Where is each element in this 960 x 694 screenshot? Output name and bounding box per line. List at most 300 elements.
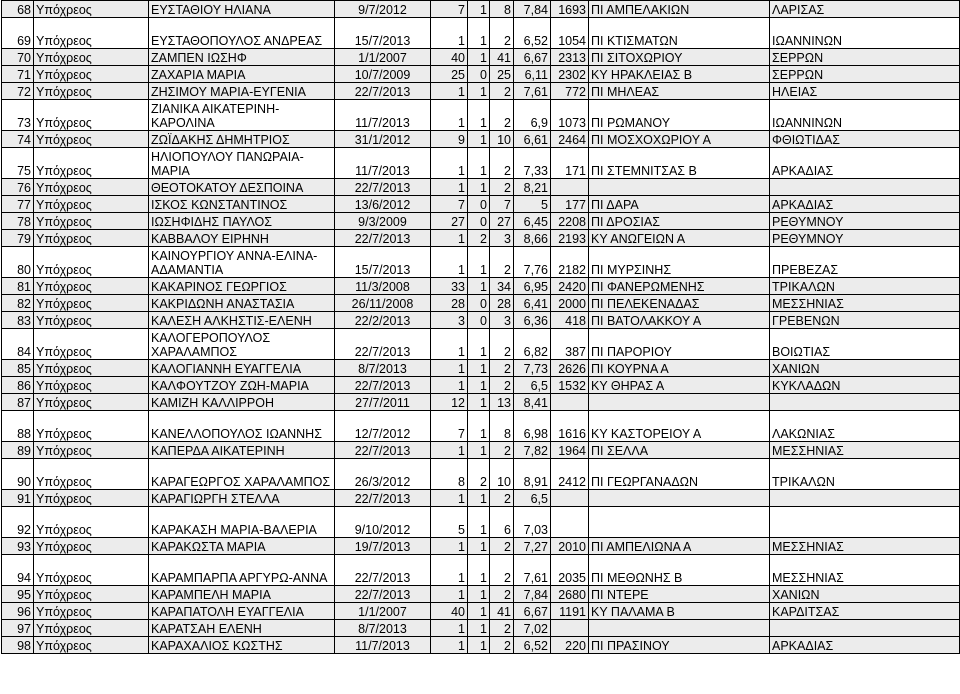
name-cell: ΚΑΚΡΙΔΩΝΗ ΑΝΑΣΤΑΣΙΑ (149, 295, 335, 312)
value-c-cell: 2 (490, 18, 514, 49)
value-a-cell: 7 (431, 1, 468, 18)
rank-cell: Υπόχρεος (34, 507, 149, 538)
rank-cell: Υπόχρεος (34, 196, 149, 213)
code-cell: 1191 (551, 603, 589, 620)
prefecture-cell: ΙΩΑΝΝΙΝΩΝ (770, 100, 960, 131)
value-b-cell: 1 (468, 637, 490, 654)
prefecture-cell: ΦΘΙΩΤΙΔΑΣ (770, 131, 960, 148)
score-cell: 6,95 (514, 278, 551, 295)
date-cell: 22/7/2013 (335, 377, 431, 394)
value-b-cell: 1 (468, 394, 490, 411)
row-number-cell: 81 (2, 278, 34, 295)
school-cell: ΠΙ ΑΜΠΕΛΑΚΙΩΝ (589, 1, 770, 18)
name-cell: ΚΑΛΦΟΥΤΖΟΥ ΖΩΗ-ΜΑΡΙΑ (149, 377, 335, 394)
code-cell: 387 (551, 329, 589, 360)
score-cell: 6,82 (514, 329, 551, 360)
school-cell: ΠΙ ΠΡΑΣΙΝΟΥ (589, 637, 770, 654)
rank-cell: Υπόχρεος (34, 490, 149, 507)
value-b-cell: 1 (468, 490, 490, 507)
row-number-cell: 77 (2, 196, 34, 213)
value-a-cell: 1 (431, 442, 468, 459)
date-cell: 11/7/2013 (335, 637, 431, 654)
value-c-cell: 2 (490, 377, 514, 394)
name-cell: ΚΑΡΑΓΙΩΡΓΗ ΣΤΕΛΛΑ (149, 490, 335, 507)
school-cell: ΠΙ ΜΗΛΕΑΣ (589, 83, 770, 100)
value-c-cell: 10 (490, 459, 514, 490)
date-cell: 10/7/2009 (335, 66, 431, 83)
value-a-cell: 1 (431, 100, 468, 131)
row-number-cell: 79 (2, 230, 34, 247)
row-number-cell: 85 (2, 360, 34, 377)
score-cell: 7,76 (514, 247, 551, 278)
code-cell: 2000 (551, 295, 589, 312)
date-cell: 22/7/2013 (335, 83, 431, 100)
school-cell: ΠΙ ΦΑΝΕΡΩΜΕΝΗΣ (589, 278, 770, 295)
date-cell: 8/7/2013 (335, 360, 431, 377)
rank-cell: Υπόχρεος (34, 49, 149, 66)
date-cell: 1/1/2007 (335, 49, 431, 66)
school-cell: ΠΙ ΚΤΙΣΜΑΤΩΝ (589, 18, 770, 49)
code-cell (551, 394, 589, 411)
score-cell: 7,03 (514, 507, 551, 538)
value-c-cell: 2 (490, 360, 514, 377)
table-row (2, 18, 960, 49)
prefecture-cell: ΛΑΡΙΣΑΣ (770, 1, 960, 18)
date-cell: 19/7/2013 (335, 538, 431, 555)
rank-cell: Υπόχρεος (34, 148, 149, 179)
score-cell: 7,84 (514, 586, 551, 603)
school-cell: ΠΙ ΝΤΕΡΕ (589, 586, 770, 603)
prefecture-cell: ΒΟΙΩΤΙΑΣ (770, 329, 960, 360)
prefecture-cell: ΗΛΕΙΑΣ (770, 83, 960, 100)
value-a-cell: 1 (431, 148, 468, 179)
rank-cell: Υπόχρεος (34, 360, 149, 377)
value-c-cell: 2 (490, 329, 514, 360)
value-c-cell: 2 (490, 637, 514, 654)
row-number-cell: 84 (2, 329, 34, 360)
date-cell: 22/2/2013 (335, 312, 431, 329)
date-cell: 22/7/2013 (335, 442, 431, 459)
table-row (2, 49, 960, 66)
value-b-cell: 0 (468, 66, 490, 83)
table-row (2, 620, 960, 637)
value-c-cell: 3 (490, 312, 514, 329)
value-c-cell: 41 (490, 49, 514, 66)
code-cell (551, 179, 589, 196)
school-cell: ΠΙ ΑΜΠΕΛΙΩΝΑ Α (589, 538, 770, 555)
table-row (2, 507, 960, 538)
date-cell: 22/7/2013 (335, 179, 431, 196)
date-cell: 22/7/2013 (335, 230, 431, 247)
value-b-cell: 1 (468, 329, 490, 360)
table-row (2, 213, 960, 230)
value-a-cell: 1 (431, 538, 468, 555)
prefecture-cell: ΛΑΚΩΝΙΑΣ (770, 411, 960, 442)
table-row (2, 360, 960, 377)
name-cell: ΙΣΚΟΣ ΚΩΝΣΤΑΝΤΙΝΟΣ (149, 196, 335, 213)
school-cell: ΠΙ ΡΩΜΑΝΟΥ (589, 100, 770, 131)
value-c-cell: 2 (490, 247, 514, 278)
row-number-cell: 82 (2, 295, 34, 312)
row-number-cell: 89 (2, 442, 34, 459)
score-cell: 6,9 (514, 100, 551, 131)
name-cell: ΚΑΝΕΛΛΟΠΟΥΛΟΣ ΙΩΑΝΝΗΣ (149, 411, 335, 442)
value-a-cell: 27 (431, 213, 468, 230)
prefecture-cell: ΑΡΚΑΔΙΑΣ (770, 148, 960, 179)
prefecture-cell: ΜΕΣΣΗΝΙΑΣ (770, 295, 960, 312)
value-a-cell: 7 (431, 196, 468, 213)
school-cell (589, 507, 770, 538)
code-cell (551, 507, 589, 538)
prefecture-cell: ΓΡΕΒΕΝΩΝ (770, 312, 960, 329)
rank-cell: Υπόχρεος (34, 603, 149, 620)
row-number-cell: 95 (2, 586, 34, 603)
date-cell: 11/7/2013 (335, 148, 431, 179)
name-cell: ΙΩΣΗΦΙΔΗΣ ΠΑΥΛΟΣ (149, 213, 335, 230)
table-row (2, 442, 960, 459)
code-cell: 1532 (551, 377, 589, 394)
name-cell: ΕΥΣΤΑΘΟΠΟΥΛΟΣ ΑΝΔΡΕΑΣ (149, 18, 335, 49)
code-cell: 2182 (551, 247, 589, 278)
school-cell: ΠΙ ΒΑΤΟΛΑΚΚΟΥ Α (589, 312, 770, 329)
name-cell: ΖΑΜΠΕΝ ΙΩΣΗΦ (149, 49, 335, 66)
name-cell: ΗΛΙΟΠΟΥΛΟΥ ΠΑΝΩΡΑΙΑ-ΜΑΡΙΑ (149, 148, 335, 179)
value-c-cell: 6 (490, 507, 514, 538)
school-cell: ΠΙ ΚΟΥΡΝΑ Α (589, 360, 770, 377)
value-b-cell: 1 (468, 148, 490, 179)
value-b-cell: 1 (468, 18, 490, 49)
row-number-cell: 68 (2, 1, 34, 18)
row-number-cell: 72 (2, 83, 34, 100)
prefecture-cell: ΜΕΣΣΗΝΙΑΣ (770, 555, 960, 586)
value-a-cell: 1 (431, 18, 468, 49)
score-cell: 7,27 (514, 538, 551, 555)
value-a-cell: 1 (431, 490, 468, 507)
score-cell: 6,41 (514, 295, 551, 312)
value-b-cell: 0 (468, 213, 490, 230)
table-row (2, 148, 960, 179)
score-cell: 7,02 (514, 620, 551, 637)
name-cell: ΚΑΙΝΟΥΡΓΙΟΥ ΑΝΝΑ-ΕΛΙΝΑ-ΑΔΑΜΑΝΤΙΑ (149, 247, 335, 278)
prefecture-cell: ΤΡΙΚΑΛΩΝ (770, 459, 960, 490)
table-row (2, 377, 960, 394)
school-cell (589, 490, 770, 507)
prefecture-cell: ΜΕΣΣΗΝΙΑΣ (770, 442, 960, 459)
value-c-cell: 13 (490, 394, 514, 411)
value-a-cell: 9 (431, 131, 468, 148)
rank-cell: Υπόχρεος (34, 247, 149, 278)
school-cell: ΠΙ ΣΤΕΜΝΙΤΣΑΣ Β (589, 148, 770, 179)
school-cell (589, 179, 770, 196)
code-cell: 2193 (551, 230, 589, 247)
score-cell: 6,11 (514, 66, 551, 83)
value-a-cell: 3 (431, 312, 468, 329)
date-cell: 9/3/2009 (335, 213, 431, 230)
row-number-cell: 69 (2, 18, 34, 49)
date-cell: 13/6/2012 (335, 196, 431, 213)
name-cell: ΚΑΛΟΓΕΡΟΠΟΥΛΟΣ ΧΑΡΑΛΑΜΠΟΣ (149, 329, 335, 360)
name-cell: ΚΑΡΑΜΠΑΡΠΑ ΑΡΓΥΡΩ-ΑΝΝΑ (149, 555, 335, 586)
table-row (2, 230, 960, 247)
rank-cell: Υπόχρεος (34, 18, 149, 49)
rank-cell: Υπόχρεος (34, 1, 149, 18)
row-number-cell: 92 (2, 507, 34, 538)
value-a-cell: 1 (431, 360, 468, 377)
school-cell: ΚΥ ΗΡΑΚΛΕΙΑΣ Β (589, 66, 770, 83)
value-c-cell: 2 (490, 586, 514, 603)
value-a-cell: 1 (431, 83, 468, 100)
table-body (2, 1, 960, 654)
school-cell: ΠΙ ΜΥΡΣΙΝΗΣ (589, 247, 770, 278)
table-row (2, 196, 960, 213)
code-cell (551, 620, 589, 637)
rank-cell: Υπόχρεος (34, 459, 149, 490)
table-row (2, 83, 960, 100)
value-c-cell: 8 (490, 1, 514, 18)
table-row (2, 329, 960, 360)
rank-cell: Υπόχρεος (34, 131, 149, 148)
score-cell: 6,98 (514, 411, 551, 442)
rank-cell: Υπόχρεος (34, 538, 149, 555)
prefecture-cell (770, 394, 960, 411)
score-cell: 6,36 (514, 312, 551, 329)
row-number-cell: 88 (2, 411, 34, 442)
rank-cell: Υπόχρεος (34, 213, 149, 230)
score-cell: 7,73 (514, 360, 551, 377)
table-row (2, 66, 960, 83)
value-b-cell: 0 (468, 196, 490, 213)
value-b-cell: 1 (468, 377, 490, 394)
value-c-cell: 2 (490, 148, 514, 179)
table-row (2, 586, 960, 603)
value-c-cell: 2 (490, 83, 514, 100)
prefecture-cell: ΙΩΑΝΝΙΝΩΝ (770, 18, 960, 49)
rank-cell: Υπόχρεος (34, 329, 149, 360)
value-a-cell: 33 (431, 278, 468, 295)
name-cell: ΖΗΣΙΜΟΥ ΜΑΡΙΑ-ΕΥΓΕΝΙΑ (149, 83, 335, 100)
code-cell: 2412 (551, 459, 589, 490)
value-a-cell: 1 (431, 179, 468, 196)
value-c-cell: 2 (490, 442, 514, 459)
rank-cell: Υπόχρεος (34, 278, 149, 295)
score-cell: 6,5 (514, 377, 551, 394)
value-c-cell: 2 (490, 179, 514, 196)
prefecture-cell: ΧΑΝΙΩΝ (770, 360, 960, 377)
table-row (2, 179, 960, 196)
table-row (2, 555, 960, 586)
rank-cell: Υπόχρεος (34, 83, 149, 100)
row-number-cell: 74 (2, 131, 34, 148)
table-row (2, 603, 960, 620)
value-b-cell: 1 (468, 131, 490, 148)
value-b-cell: 1 (468, 100, 490, 131)
value-a-cell: 40 (431, 49, 468, 66)
prefecture-cell: ΑΡΚΑΔΙΑΣ (770, 637, 960, 654)
score-cell: 7,84 (514, 1, 551, 18)
value-a-cell: 1 (431, 230, 468, 247)
date-cell: 15/7/2013 (335, 247, 431, 278)
code-cell: 171 (551, 148, 589, 179)
code-cell: 1073 (551, 100, 589, 131)
date-cell: 11/7/2013 (335, 100, 431, 131)
date-cell: 26/11/2008 (335, 295, 431, 312)
value-b-cell: 1 (468, 278, 490, 295)
prefecture-cell: ΜΕΣΣΗΝΙΑΣ (770, 538, 960, 555)
date-cell: 9/10/2012 (335, 507, 431, 538)
rank-cell: Υπόχρεος (34, 637, 149, 654)
value-b-cell: 1 (468, 620, 490, 637)
table-row (2, 411, 960, 442)
row-number-cell: 96 (2, 603, 34, 620)
code-cell: 2680 (551, 586, 589, 603)
rank-cell: Υπόχρεος (34, 620, 149, 637)
value-c-cell: 10 (490, 131, 514, 148)
value-b-cell: 1 (468, 555, 490, 586)
score-cell: 6,52 (514, 637, 551, 654)
school-cell: ΠΙ ΓΕΩΡΓΑΝΑΔΩΝ (589, 459, 770, 490)
value-a-cell: 28 (431, 295, 468, 312)
value-c-cell: 2 (490, 490, 514, 507)
name-cell: ΚΑΛΕΣΗ ΑΛΚΗΣΤΙΣ-ΕΛΕΝΗ (149, 312, 335, 329)
date-cell: 11/3/2008 (335, 278, 431, 295)
value-b-cell: 2 (468, 230, 490, 247)
school-cell: ΠΙ ΠΕΛΕΚΕΝΑΔΑΣ (589, 295, 770, 312)
prefecture-cell: ΡΕΘΥΜΝΟΥ (770, 213, 960, 230)
row-number-cell: 78 (2, 213, 34, 230)
row-number-cell: 94 (2, 555, 34, 586)
code-cell: 2420 (551, 278, 589, 295)
table-row (2, 459, 960, 490)
value-a-cell: 1 (431, 586, 468, 603)
name-cell: ΚΑΚΑΡΙΝΟΣ ΓΕΩΡΓΙΟΣ (149, 278, 335, 295)
code-cell: 1693 (551, 1, 589, 18)
candidates-table (1, 0, 960, 654)
value-b-cell: 1 (468, 411, 490, 442)
value-b-cell: 1 (468, 586, 490, 603)
table-row (2, 394, 960, 411)
score-cell: 6,52 (514, 18, 551, 49)
school-cell: ΚΥ ΠΑΛΑΜΑ Β (589, 603, 770, 620)
code-cell: 2208 (551, 213, 589, 230)
school-cell (589, 620, 770, 637)
name-cell: ΖΙΑΝΙΚΑ ΑΙΚΑΤΕΡΙΝΗ-ΚΑΡΟΛΙΝΑ (149, 100, 335, 131)
date-cell: 22/7/2013 (335, 329, 431, 360)
date-cell: 8/7/2013 (335, 620, 431, 637)
name-cell: ΚΑΡΑΜΠΕΛΗ ΜΑΡΙΑ (149, 586, 335, 603)
value-b-cell: 1 (468, 603, 490, 620)
value-c-cell: 2 (490, 555, 514, 586)
score-cell: 6,67 (514, 49, 551, 66)
value-b-cell: 1 (468, 442, 490, 459)
name-cell: ΕΥΣΤΑΘΙΟΥ ΗΛΙΑΝΑ (149, 1, 335, 18)
table-row (2, 538, 960, 555)
table-row (2, 295, 960, 312)
code-cell: 2010 (551, 538, 589, 555)
value-a-cell: 5 (431, 507, 468, 538)
name-cell: ΚΑΡΑΚΩΣΤΑ ΜΑΡΙΑ (149, 538, 335, 555)
value-c-cell: 25 (490, 66, 514, 83)
row-number-cell: 90 (2, 459, 34, 490)
code-cell: 1964 (551, 442, 589, 459)
score-cell: 7,82 (514, 442, 551, 459)
code-cell: 2302 (551, 66, 589, 83)
name-cell: ΚΑΡΑΓΕΩΡΓΟΣ ΧΑΡΑΛΑΜΠΟΣ (149, 459, 335, 490)
score-cell: 5 (514, 196, 551, 213)
value-b-cell: 1 (468, 247, 490, 278)
value-a-cell: 8 (431, 459, 468, 490)
rank-cell: Υπόχρεος (34, 312, 149, 329)
code-cell: 177 (551, 196, 589, 213)
value-b-cell: 1 (468, 179, 490, 196)
code-cell: 1054 (551, 18, 589, 49)
code-cell: 2464 (551, 131, 589, 148)
value-b-cell: 0 (468, 295, 490, 312)
rank-cell: Υπόχρεος (34, 230, 149, 247)
value-c-cell: 7 (490, 196, 514, 213)
date-cell: 22/7/2013 (335, 490, 431, 507)
date-cell: 26/3/2012 (335, 459, 431, 490)
school-cell: ΠΙ ΔΑΡΑ (589, 196, 770, 213)
name-cell: ΚΑΠΕΡΔΑ ΑΙΚΑΤΕΡΙΝΗ (149, 442, 335, 459)
row-number-cell: 93 (2, 538, 34, 555)
value-b-cell: 1 (468, 507, 490, 538)
school-cell (589, 394, 770, 411)
name-cell: ΚΑΛΟΓΙΑΝΝΗ ΕΥΑΓΓΕΛΙΑ (149, 360, 335, 377)
prefecture-cell: ΣΕΡΡΩΝ (770, 66, 960, 83)
name-cell: ΚΑΡΑΤΣΑΗ ΕΛΕΝΗ (149, 620, 335, 637)
value-c-cell: 27 (490, 213, 514, 230)
prefecture-cell: ΣΕΡΡΩΝ (770, 49, 960, 66)
value-a-cell: 12 (431, 394, 468, 411)
value-a-cell: 7 (431, 411, 468, 442)
value-a-cell: 1 (431, 247, 468, 278)
date-cell: 1/1/2007 (335, 603, 431, 620)
code-cell: 2626 (551, 360, 589, 377)
value-c-cell: 3 (490, 230, 514, 247)
table-row (2, 1, 960, 18)
value-c-cell: 8 (490, 411, 514, 442)
prefecture-cell (770, 507, 960, 538)
row-number-cell: 80 (2, 247, 34, 278)
value-a-cell: 1 (431, 637, 468, 654)
date-cell: 9/7/2012 (335, 1, 431, 18)
value-b-cell: 1 (468, 360, 490, 377)
rank-cell: Υπόχρεος (34, 100, 149, 131)
value-c-cell: 34 (490, 278, 514, 295)
value-b-cell: 1 (468, 538, 490, 555)
school-cell: ΚΥ ΑΝΩΓΕΙΩΝ Α (589, 230, 770, 247)
table-row (2, 312, 960, 329)
table-row (2, 247, 960, 278)
table-row (2, 131, 960, 148)
rank-cell: Υπόχρεος (34, 295, 149, 312)
value-c-cell: 28 (490, 295, 514, 312)
row-number-cell: 83 (2, 312, 34, 329)
code-cell: 772 (551, 83, 589, 100)
prefecture-cell: ΚΥΚΛΑΔΩΝ (770, 377, 960, 394)
row-number-cell: 70 (2, 49, 34, 66)
date-cell: 12/7/2012 (335, 411, 431, 442)
table-row (2, 637, 960, 654)
score-cell: 8,21 (514, 179, 551, 196)
school-cell: ΚΥ ΘΗΡΑΣ Α (589, 377, 770, 394)
code-cell: 418 (551, 312, 589, 329)
row-number-cell: 97 (2, 620, 34, 637)
score-cell: 6,5 (514, 490, 551, 507)
code-cell: 220 (551, 637, 589, 654)
school-cell: ΠΙ ΣΙΤΟΧΩΡΙΟΥ (589, 49, 770, 66)
row-number-cell: 73 (2, 100, 34, 131)
